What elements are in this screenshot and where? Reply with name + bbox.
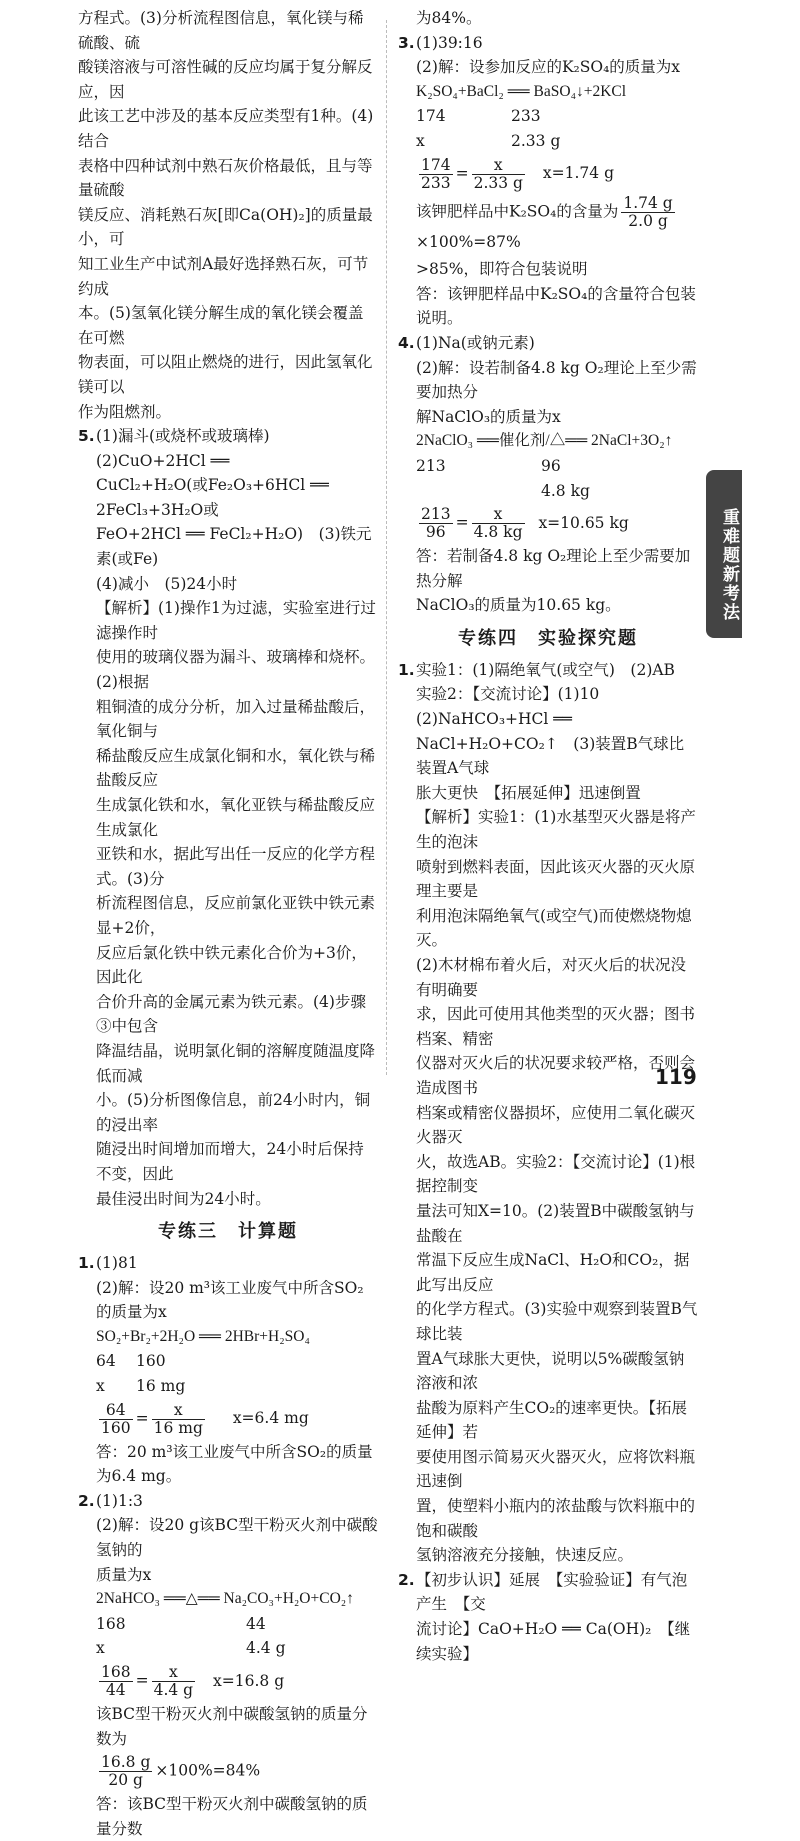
fraction [419,157,453,192]
text-line: 随浸出时间增加而增大，24小时后保持不变，因此 [96,1140,364,1183]
text-line: 该BC型干粉灭火剂中碳酸氢钠的质量分数为 [96,1705,368,1748]
numerator: 174 [421,155,451,174]
answer-line: 答：若制备4.8 kg O₂理论上至少需要加热分解 [416,547,691,590]
text-line: 降温结晶，说明氯化铜的溶解度随温度降低而减 [96,1041,376,1085]
denominator: 4.4 g [153,1681,194,1699]
text-line: 求，因此可使用其他类型的灭火器；图书档案、精密 [416,1005,696,1048]
exp-question-1 [398,658,698,1568]
numerator: x [472,157,525,175]
text-line: NaCl+H₂O+CO₂↑ (3)装置B气球比装置A气球 [416,734,685,778]
ratio-row [96,1349,378,1374]
numerator: 213 [421,505,451,524]
text-line: 置，使塑料小瓶内的浓盐酸与饮料瓶中的饱和碳酸 [416,1497,696,1540]
answer-text: 实验1：(1)隔绝氧气(或空气) (2)AB [416,660,675,679]
fraction [152,1402,205,1437]
text-line: (2)解：设参加反应的K₂SO₄的质量为x [416,58,681,77]
text-line: 方程式。(3)分析流程图信息，氧化镁与稀硫酸、硫 [78,9,364,52]
text-line: 亚铁和水，据此写出任一反应的化学方程式。(3)分 [96,845,376,888]
text-line [398,1568,698,1617]
ratio-value: 174 [416,107,446,126]
fraction [99,1402,133,1437]
text-line: 使用的玻璃仪器为漏斗、玻璃棒和烧杯。(2)根据 [96,648,376,692]
fraction [472,157,525,192]
text-line: 为84%。 [416,9,482,27]
text-line: 本。(5)氢氧化镁分解生成的氧化镁会覆盖在可燃 [78,304,364,347]
chemical-equation: SO₂+Br₂+2H₂O ══ 2HBr+H₂SO₄ [96,1327,310,1345]
calc-question-1 [78,1251,378,1489]
ratio-value: 64 [96,1352,116,1371]
left-column [78,6,378,1841]
text-line: CuCl₂+H₂O(或Fe₂O₃+6HCl ══ 2FeCl₃+3H₂O或 [96,476,329,519]
section-title: 专练四 实验探究题 [458,627,638,649]
text-line: 生成氯化铁和水，氧化亚铁与稀盐酸反应生成氯化 [96,796,376,839]
text-line: 表格中四种试剂中熟石灰价格最低，且与等量硫酸 [78,156,373,200]
text-line: 实验2：【交流讨论】(1)10 (2)NaHCO₃+HCl ══ [416,685,615,729]
answer-line: 答：该钾肥样品中K₂SO₄的含量符合包装说明。 [416,284,696,328]
answer-line: 答：20 m³该工业废气中所含SO₂的质量为6.4 mg。 [96,1442,373,1486]
text-line: 镁反应、消耗熟石灰[即Ca(OH)₂]的质量最小，可 [78,205,373,249]
text-line: (2)解：设若制备4.8 kg O₂理论上至少需要加热分 [416,358,697,402]
text-line: 的化学方程式。(3)实验中观察到装置B气球比装 [416,1300,698,1343]
ratio-value: 2.33 g [511,131,561,150]
result: x=10.65 kg [538,513,629,532]
text-line: 流讨论】CaO+H₂O ══ Ca(OH)₂ 【继续实验】 [416,1620,691,1663]
text-line: 解NaClO₃的质量为x [416,407,561,426]
result: x=1.74 g [542,164,614,183]
question-number: 1. [398,660,415,679]
text-line: 质量为x [96,1565,152,1584]
text-line: FeO+2HCl ══ FeCl₂+H₂O) (3)铁元素(或Fe) [96,525,372,569]
proportion-line: $\frac{64}{160}$ = $\frac{x}{16 mg}$ x=6.4 mg [101,1400,309,1437]
text-line: (2)解：设20 m³该工业废气中所含SO₂的质量为x [96,1278,364,1322]
numerator: x [472,506,525,524]
calc-question-4 [398,331,698,618]
text-line: 仪器对灭火后的状况要求较严格，否则会造成图书 [416,1054,696,1097]
denominator: 160 [101,1418,131,1437]
text-line [398,331,698,356]
answer-text: (1)漏斗(或烧杯或玻璃棒) (2)CuO+2HCl ══ [96,427,286,470]
text-line: 常温下反应生成NaCl、H₂O和CO₂，据此写出反应 [416,1251,690,1294]
fraction [621,195,674,230]
ratio-value: 213 [416,456,446,475]
text-line: 物表面，可以阻止燃烧的进行，因此氢氧化镁可以 [78,353,373,396]
text-line: 作为阻燃剂。 [78,402,172,421]
text-line: 利用泡沫隔绝氧气(或空气)而使燃烧物熄灭。 [416,906,692,950]
numerator: x [152,1664,196,1682]
text-line: 置A气球胀大更快，说明以5%碳酸氢钠溶液和浓 [416,1349,685,1393]
side-tab-label: 重难题新考法 [706,470,742,638]
ratio-value: x [416,131,425,150]
page-number: 119 [655,1065,697,1089]
question-number: 5. [78,427,95,446]
fraction [99,1664,133,1699]
ratio-row [96,1374,378,1399]
fraction [472,506,525,541]
ratio-value: 96 [541,456,561,475]
chemical-equation: 2NaHCO₃ ══△══ Na₂CO₃+H₂O+CO₂↑ [96,1590,354,1608]
text-line: 档案或精密仪器损坏，应使用二氧化碳灭火器灭 [416,1103,696,1147]
result: x=16.8 g [213,1671,285,1690]
question-number: 1. [78,1254,95,1273]
text-line: (4)减小 (5)24小时 [96,574,238,593]
numerator: x [152,1402,205,1420]
percent-result: ×100%=84% [155,1761,261,1780]
percent-line [416,195,698,255]
ratio-row [96,1636,378,1661]
ratio-value: 16 mg [136,1377,186,1396]
text-line: 喷射到燃料表面，因此该灭火器的灭火原理主要是 [416,857,696,901]
answer-line: 答：该BC型干粉灭火剂中碳酸氢钠的质量分数 [96,1795,368,1838]
text-line: 析流程图信息，反应前氯化亚铁中铁元素显+2价， [96,894,376,937]
calc-question-2 [78,1489,378,1841]
percent-result: ×100%=87% [416,232,521,251]
fraction [152,1664,196,1699]
question-number: 3. [398,33,415,52]
question-5 [78,424,378,1211]
numerator: 64 [99,1402,133,1420]
ratio-value: 4.8 kg [541,481,590,500]
ratio-row [96,1612,378,1637]
text-line: 反应后氯化铁中铁元素化合价为+3价，因此化 [96,943,367,987]
denominator: 20 g [108,1771,143,1790]
text-line: 【解析】(1)操作1为过滤，实验室进行过滤操作时 [96,599,376,642]
text-line: 最佳浸出时间为24小时。 [96,1189,271,1208]
denominator: 2.33 g [473,173,523,192]
text-line [78,1251,378,1276]
text-line: 胀大更快 【拓展延伸】迅速倒置 [416,783,641,802]
column-divider [386,20,387,1075]
ratio-value: 44 [246,1614,266,1633]
ratio-value: 233 [511,107,541,126]
ratio-value: 168 [96,1614,126,1633]
result: x=6.4 mg [232,1409,309,1428]
fraction [99,1754,152,1789]
text-line: 量法可知X=10。(2)装置B中碳酸氢钠与盐酸在 [416,1201,695,1245]
exp-question-2 [398,1568,698,1666]
text-line: 酸镁溶液与可溶性碱的反应均属于复分解反应，因 [78,58,373,101]
text-line: 火，故选AB。实验2：【交流讨论】(1)根据控制变 [416,1152,696,1196]
text-line: 知工业生产中试剂A最好选择熟石灰，可节约成 [78,254,369,298]
text-line: 【解析】实验1：(1)水基型灭火器是将产生的泡沫 [416,808,696,852]
answer-line: NaClO₃的质量为10.65 kg。 [416,596,621,615]
numerator: 168 [101,1663,131,1681]
fraction [419,506,453,541]
text-line [78,424,378,473]
answer-text: (1)81 [96,1254,138,1273]
question-number: 2. [78,1491,95,1510]
right-column [398,6,698,1666]
text-line: >85%，即符合包装说明 [416,260,588,279]
denominator: 16 mg [153,1418,203,1437]
denominator: 44 [105,1681,126,1699]
denominator: 4.8 kg [473,523,523,542]
question-number: 4. [398,333,415,352]
answer-text: (1)1:3 [96,1491,143,1510]
ratio-value: x [96,1639,105,1658]
numerator: 16.8 g [101,1753,151,1772]
ratio-value: 160 [136,1352,166,1371]
denominator: 96 [425,523,446,542]
text-line: (2)解：设20 g该BC型干粉灭火剂中碳酸氢钠的 [96,1516,378,1560]
ratio-value: 4.4 g [246,1639,286,1658]
proportion-line: $\frac{174}{233}$ = $\frac{x}{2.33 g}$ x=1.74 g [421,155,614,192]
chemical-equation: 2NaClO₃ ══催化剂/△══ 2NaCl+3O₂↑ [416,432,673,450]
denominator: 2.0 g [628,211,668,230]
text-line: 合价升高的金属元素为铁元素。(4)步骤③中包含 [96,992,366,1036]
text-line [398,31,698,56]
text-line: 该钾肥样品中K₂SO₄的含量为 [416,202,619,221]
text-line: 要使用图示简易灭火器灭火，应将饮料瓶迅速倒 [416,1447,696,1491]
text-line: 小。(5)分析图像信息，前24小时内，铜的浸出率 [96,1091,371,1134]
answer-text: (1)39:16 [416,33,483,52]
denominator: 233 [421,173,451,192]
ratio-row [416,129,698,154]
question-number: 2. [398,1570,415,1589]
proportion-line: $\frac{213}{96}$ = $\frac{x}{4.8 kg}$ x=10.65 kg [421,505,629,542]
text-line: 盐酸为原料产生CO₂的速率更快。【拓展延伸】若 [416,1398,688,1442]
text-line [78,1489,378,1514]
q4-continuation [78,6,378,424]
percent-line [96,1754,378,1789]
text-line [398,658,698,683]
ratio-row [416,104,698,129]
text-line: 稀盐酸反应生成氯化铜和水，氧化铁与稀盐酸反应 [96,746,376,790]
answer-text: (1)Na(或钠元素) [416,333,535,352]
calc-question-3 [398,31,698,331]
proportion-line: $\frac{168}{44}$ = $\frac{x}{4.4 g}$ x=16.8 g [101,1663,285,1699]
ratio-value: x [96,1377,105,1396]
chemical-equation: K₂SO₄+BaCl₂ ══ BaSO₄↓+2KCl [416,82,627,100]
text-line: 粗铜渣的成分分析，加入过量稀盐酸后，氧化铜与 [96,697,376,741]
numerator: 1.74 g [623,193,673,212]
section-title: 专练三 计算题 [158,1221,298,1243]
answer-text: 【初步认识】延展 【实验验证】有气泡产生 【交 [416,1570,688,1614]
ratio-row [416,479,698,504]
text-line: 此该工艺中涉及的基本反应类型有1种。(4)结合 [78,107,374,150]
text-line: 氢钠溶液充分接触，快速反应。 [416,1546,634,1565]
text-line: (2)木材棉布着火后，对灭火后的状况没有明确要 [416,956,686,999]
ratio-row [416,454,698,479]
